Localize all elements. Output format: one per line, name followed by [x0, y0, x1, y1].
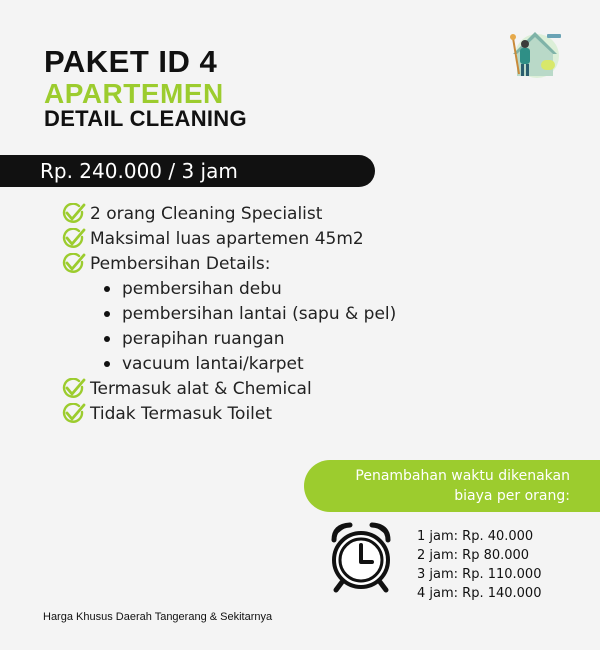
- cleaning-person-logo-icon: [503, 26, 565, 82]
- feature-item: [62, 251, 542, 276]
- bullet-icon: [104, 286, 110, 292]
- detail-item: [104, 301, 542, 326]
- feature-item: [62, 201, 542, 226]
- feature-item: [62, 376, 542, 401]
- detail-text: pembersihan debu: [122, 278, 282, 299]
- extra-time-line2: biaya per orang:: [454, 488, 570, 504]
- feature-list: [62, 201, 542, 426]
- bullet-icon: [104, 361, 110, 367]
- feature-text: 2 orang Cleaning Specialist: [90, 203, 323, 224]
- detail-text: vacuum lantai/karpet: [122, 353, 304, 374]
- check-icon: [62, 403, 86, 425]
- check-icon: [62, 203, 86, 225]
- extra-time-banner: [304, 460, 600, 512]
- feature-item: [62, 401, 542, 426]
- feature-text: Maksimal luas apartemen 45m2: [90, 228, 364, 249]
- extra-time-line1: Penambahan waktu dikenakan: [355, 468, 570, 484]
- check-icon: [62, 228, 86, 250]
- detail-text: perapihan ruangan: [122, 328, 285, 349]
- feature-item: [62, 226, 542, 251]
- extra-rates-list: [417, 527, 541, 603]
- detail-text: pembersihan lantai (sapu & pel): [122, 303, 397, 324]
- check-icon: [62, 253, 86, 275]
- bullet-icon: [104, 311, 110, 317]
- rate-item: 1 jam: Rp. 40.000: [417, 529, 534, 544]
- package-id-title: PAKET ID 4: [44, 44, 218, 79]
- feature-text: Termasuk alat & Chemical: [90, 378, 312, 399]
- package-subtitle: DETAIL CLEANING: [44, 106, 247, 131]
- rate-item: 3 jam: Rp. 110.000: [417, 567, 542, 582]
- detail-item: [104, 276, 542, 301]
- footer-note: Harga Khusus Daerah Tangerang & Sekitarnya: [43, 611, 273, 623]
- detail-item: [104, 326, 542, 351]
- rate-item: 2 jam: Rp 80.000: [417, 548, 530, 563]
- rate-item: 4 jam: Rp. 140.000: [417, 586, 542, 601]
- alarm-clock-icon: [328, 520, 394, 594]
- detail-item: [104, 351, 542, 376]
- feature-text: Tidak Termasuk Toilet: [90, 403, 273, 424]
- detail-sublist: [104, 276, 542, 376]
- check-icon: [62, 378, 86, 400]
- feature-text: Pembersihan Details:: [90, 253, 271, 274]
- price-label: Rp. 240.000 / 3 jam: [40, 159, 238, 183]
- package-type-title: APARTEMEN: [44, 78, 224, 109]
- bullet-icon: [104, 336, 110, 342]
- price-banner: [0, 155, 375, 187]
